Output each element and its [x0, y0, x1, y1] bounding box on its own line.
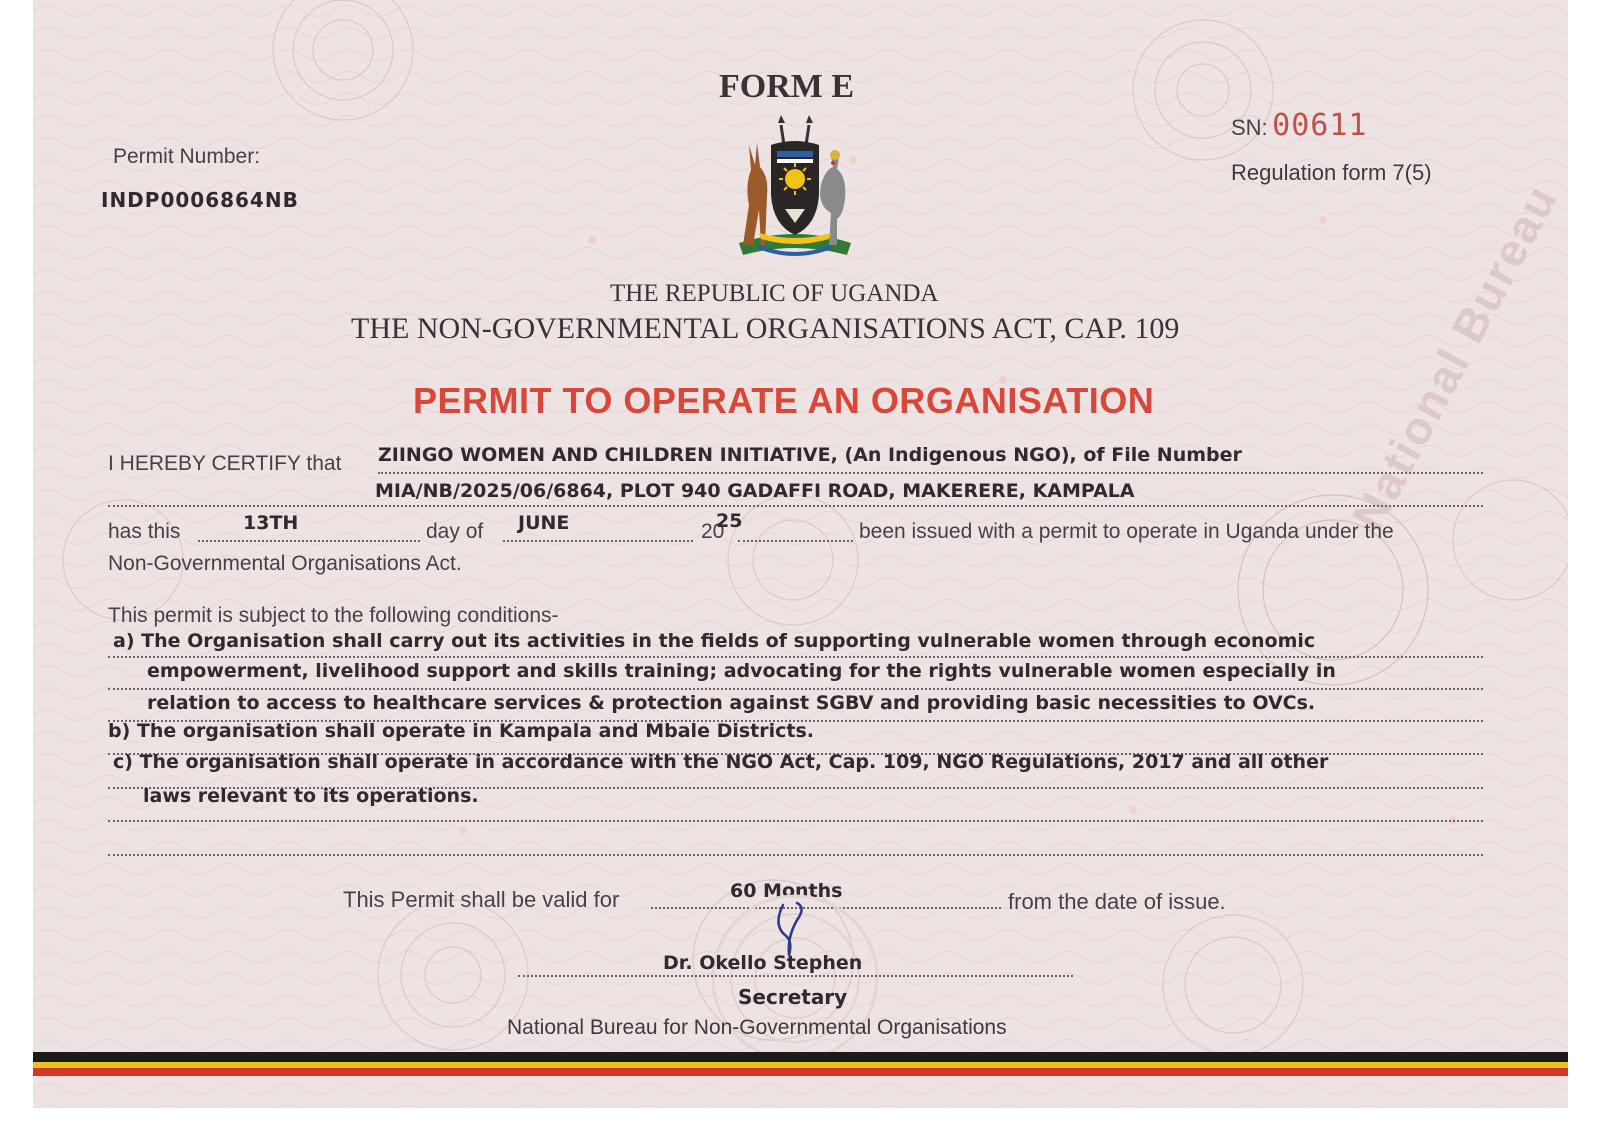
coat-of-arms-icon	[729, 115, 861, 265]
issue-year: 25	[716, 510, 743, 532]
condition-a-line-2: empowerment, livelihood support and skills training; advocating for the rights vulnerable women especially in	[147, 660, 1336, 682]
dotted-line	[108, 688, 1483, 690]
issue-month: JUNE	[518, 512, 570, 534]
permit-number-label: Permit Number:	[113, 145, 261, 168]
issued-text: been issued with a permit to operate in Uganda under the	[859, 520, 1394, 543]
form-title: FORM E	[719, 68, 855, 105]
permit-title: PERMIT TO OPERATE AN ORGANISATION	[413, 380, 1155, 421]
dotted-line	[738, 540, 853, 542]
dotted-line	[378, 472, 1483, 474]
organisation-line-2: MIA/NB/2025/06/6864, PLOT 940 GADAFFI ROAD, MAKERERE, KAMPALA	[375, 480, 1135, 502]
permit-number: INDP0006864NB	[101, 188, 299, 212]
permit-certificate	[33, 0, 1568, 1108]
signatory-organisation: National Bureau for Non-Governmental Organisations	[507, 1016, 1007, 1039]
sn-value: 00611	[1272, 108, 1368, 143]
serial-number	[1231, 108, 1367, 143]
watermark-text: National Bureau	[1341, 175, 1568, 539]
condition-c-line-1: c) The organisation shall operate in accordance with the NGO Act, Cap. 109, NGO Regulations, 2017 and all other	[113, 751, 1329, 773]
validity-suffix: from the date of issue.	[1008, 889, 1226, 914]
regulation-form: Regulation form 7(5)	[1231, 160, 1432, 185]
condition-a-line-3: relation to access to healthcare services & protection against SGBV and providing basic necessities to OVCs.	[147, 692, 1316, 714]
certify-intro: I HEREBY CERTIFY that	[108, 452, 342, 475]
signature-line	[518, 975, 1073, 977]
day-of-label: day of	[426, 520, 484, 543]
organisation-line-1: ZIINGO WOMEN AND CHILDREN INITIATIVE, (An Indigenous NGO), of File Number	[378, 444, 1242, 466]
issue-year-prefix: 20	[701, 520, 725, 543]
dotted-line	[503, 540, 693, 542]
signatory-name: Dr. Okello Stephen	[663, 952, 863, 974]
has-this-label: has this	[108, 520, 181, 543]
condition-b: b) The organisation shall operate in Kampala and Mbale Districts.	[108, 720, 815, 742]
dotted-line	[108, 820, 1483, 822]
stripe-red	[33, 1068, 1568, 1076]
dotted-line	[108, 656, 1483, 658]
dotted-line	[108, 854, 1483, 856]
validity-period: 60 Months	[730, 880, 843, 902]
signatory-position: Secretary	[738, 985, 848, 1009]
dotted-line	[108, 505, 1483, 507]
stripe-black	[33, 1052, 1568, 1062]
dotted-line	[198, 540, 420, 542]
issue-day: 13TH	[243, 512, 299, 534]
condition-c-line-2: laws relevant to its operations.	[143, 785, 479, 807]
republic-heading: THE REPUBLIC OF UGANDA	[610, 280, 939, 307]
validity-prefix: This Permit shall be valid for	[343, 887, 620, 912]
condition-a-line-1: a) The Organisation shall carry out its activities in the fields of supporting vulnerable women through economic	[113, 630, 1316, 652]
sn-label: SN:	[1231, 115, 1268, 140]
act-heading: THE NON-GOVERNMENTAL ORGANISATIONS ACT, CAP. 109	[351, 312, 1180, 345]
conditions-intro: This permit is subject to the following conditions-	[108, 604, 559, 627]
act-reference: Non-Governmental Organisations Act.	[108, 552, 462, 575]
